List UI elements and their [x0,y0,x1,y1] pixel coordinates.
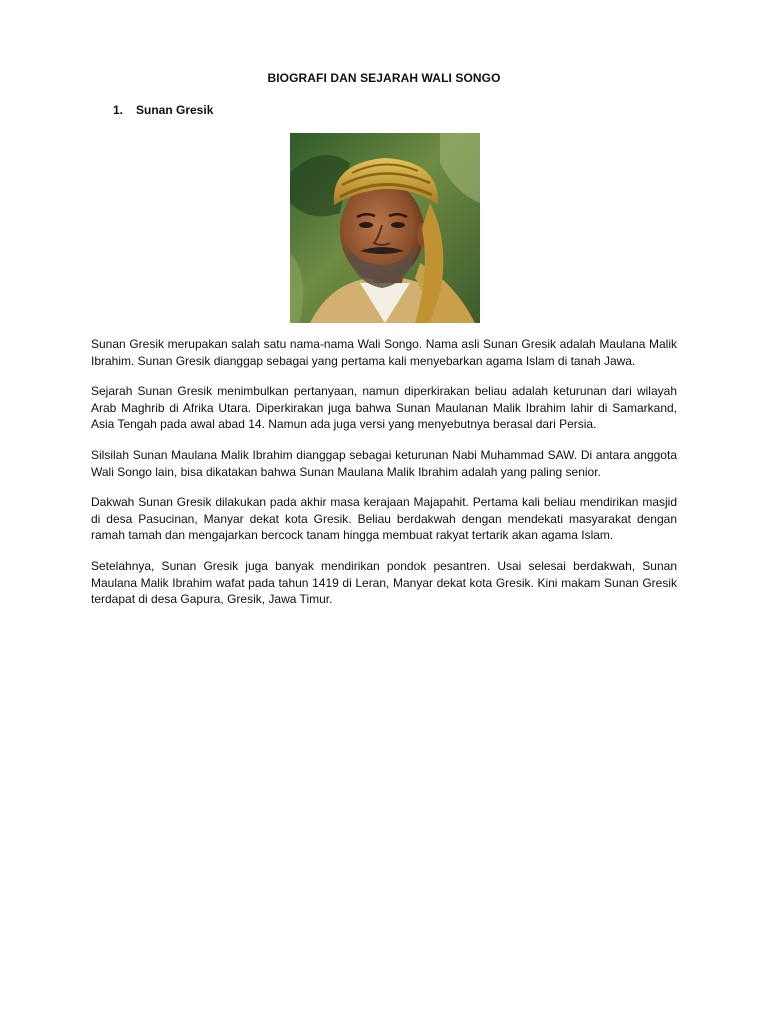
paragraph: Silsilah Sunan Maulana Malik Ibrahim dianggap sebagai keturunan Nabi Muhammad SAW. Di antara anggota Wali Songo lain, bisa dikatakan bahwa Sunan Maulana Malik Ibrahim adalah yang paling senior. [91,447,677,479]
section-number: 1. [113,103,124,117]
portrait-image [290,133,480,323]
document-title: BIOGRAFI DAN SEJARAH WALI SONGO [267,71,501,85]
section-heading [113,103,213,117]
paragraph: Sunan Gresik merupakan salah satu nama-nama Wali Songo. Nama asli Sunan Gresik adalah Maulana Malik Ibrahim. Sunan Gresik dianggap sebagai yang pertama kali menyebarkan agama Islam di tanah Jawa. [91,337,677,368]
paragraph: Setelahnya, Sunan Gresik juga banyak mendirikan pondok pesantren. Usai selesai berdakwah, Sunan Maulana Malik Ibrahim wafat pada tahun 1419 di Leran, Manyar dekat kota Gresik. Kini makam Sunan Gresik terdapat di desa Gapura, Gresik, Jawa Timur. [91,558,677,607]
section-heading-text: Sunan Gresik [136,103,214,117]
document-body [91,336,677,622]
paragraph: Sejarah Sunan Gresik menimbulkan pertanyaan, namun diperkirakan beliau adalah keturunan dari wilayah Arab Maghrib di Afrika Utara. Diperkirakan juga bahwa Sunan Maulanan Malik Ibrahim lahir di Samarkand, Asia Tengah pada awal abad 14. Namun ada juga versi yang menyebutnya berasal dari Persia. [91,384,677,432]
paragraph: Dakwah Sunan Gresik dilakukan pada akhir masa kerajaan Majapahit. Pertama kali beliau mendirikan masjid di desa Pasucinan, Manyar dekat kota Gresik. Beliau berdakwah dengan mendekati masyarakat dengan ramah tamah dan mengajarkan bercock tanam hingga membuat rakyat tertarik akan agama Islam. [91,495,677,543]
portrait-of-sunan-gresik-icon [290,133,480,323]
